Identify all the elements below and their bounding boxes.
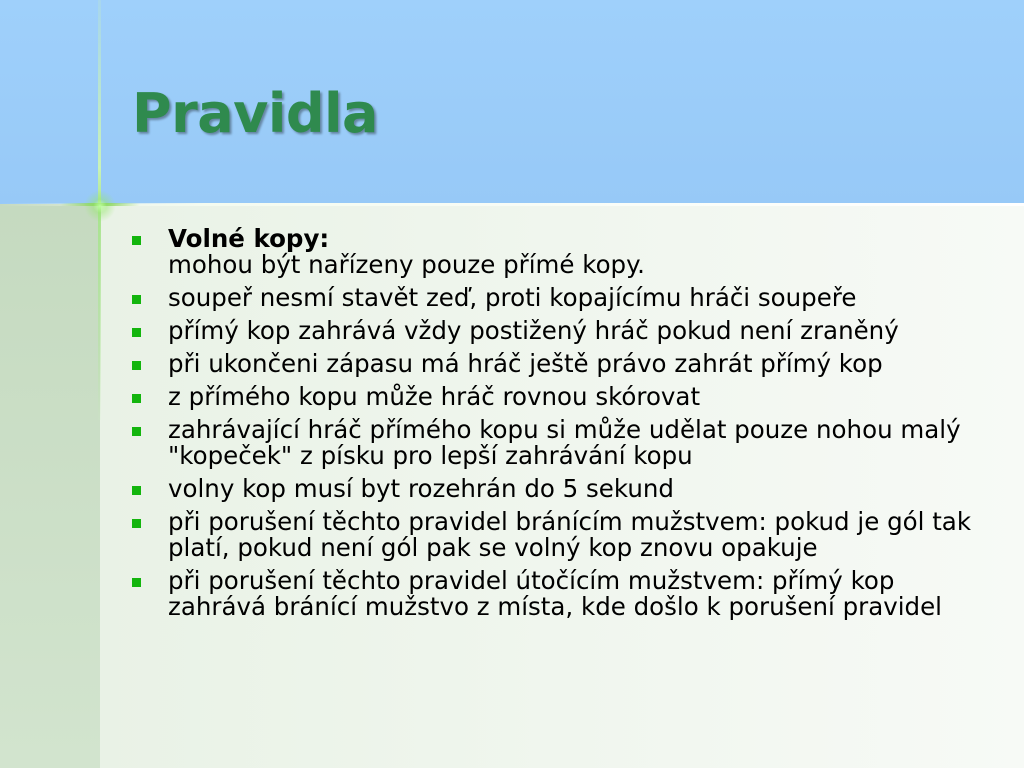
square-bullet-icon [132, 328, 141, 337]
slide-title: Pravidla [132, 82, 378, 145]
list-item [130, 476, 1000, 502]
list-item [130, 318, 1000, 344]
square-bullet-icon [132, 486, 141, 495]
list-item-text: přímý kop zahrává vždy postižený hráč pokud není zraněný [168, 316, 899, 345]
square-bullet-icon [132, 578, 141, 587]
square-bullet-icon [132, 361, 141, 370]
list-item [130, 417, 1000, 469]
square-bullet-icon [132, 236, 141, 245]
list-item-text: zahrávající hráč přímého kopu si může udělat pouze nohou malý "kopeček" z písku pro lepší zahrávání kopu [168, 415, 961, 470]
list-item [130, 509, 1000, 561]
list-item [130, 384, 1000, 410]
list-item-text: při ukončeni zápasu má hráč ještě právo zahrát přímý kop [168, 349, 883, 378]
list-item [130, 285, 1000, 311]
list-item-heading: Volné kopy: [168, 224, 330, 253]
list-item [130, 226, 1000, 278]
list-item-text: mohou být nařízeny pouze přímé kopy. [168, 250, 645, 279]
list-item-text: při porušení těchto pravidel bránícím mužstvem: pokud je gól tak platí, pokud není gól pak se volný kop znovu opakuje [168, 507, 972, 562]
list-item-text: při porušení těchto pravidel útočícím mužstvem: přímý kop zahrává bránící mužstvo z místa, kde došlo k porušení pravidel [168, 566, 942, 621]
sparkle-icon [84, 190, 116, 222]
square-bullet-icon [132, 427, 141, 436]
list-item [130, 568, 1000, 620]
square-bullet-icon [132, 394, 141, 403]
list-item-text: volny kop musí byt rozehrán do 5 sekund [168, 474, 674, 503]
square-bullet-icon [132, 519, 141, 528]
left-decorative-strip [0, 204, 100, 768]
header-divider [0, 203, 1024, 206]
list-item-text: z přímého kopu může hráč rovnou skórovat [168, 382, 701, 411]
square-bullet-icon [132, 295, 141, 304]
bullet-list [130, 226, 1000, 627]
list-item [130, 351, 1000, 377]
list-item-text: soupeř nesmí stavět zeď, proti kopajícímu hráči soupeře [168, 283, 857, 312]
